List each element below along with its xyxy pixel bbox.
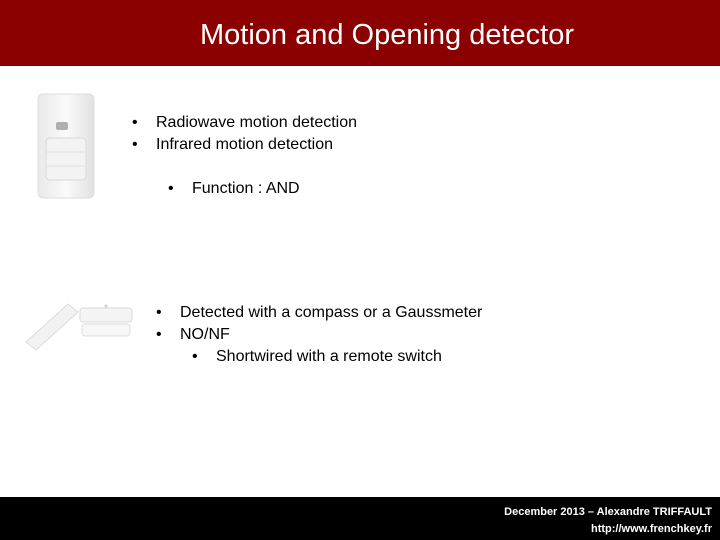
list-item (132, 134, 462, 156)
list-item (168, 178, 388, 200)
bullet-dot: • (132, 136, 138, 153)
bullet-text: Detected with a compass or a Gaussmeter (180, 304, 483, 321)
motion-sub-bullet-list (168, 178, 388, 200)
title-bar (0, 0, 720, 66)
footer-bar (0, 497, 720, 540)
bullet-text: Infrared motion detection (156, 136, 333, 153)
opening-sub-bullet-list (192, 346, 512, 368)
bullet-text: Shortwired with a remote switch (216, 348, 442, 365)
bullet-dot: • (132, 114, 138, 131)
list-item (192, 346, 512, 368)
bullet-dot: • (168, 180, 174, 197)
list-item (132, 112, 462, 134)
footer-url[interactable]: http://www.frenchkey.fr (590, 523, 712, 535)
opening-detector-image (22, 290, 142, 360)
bullet-text: NO/NF (180, 326, 230, 343)
bullet-dot: • (156, 304, 162, 321)
bullet-dot: • (192, 348, 198, 365)
footer-author-date: December 2013 – Alexandre TRIFFAULT (504, 506, 712, 518)
list-item (156, 324, 576, 346)
bullet-text: Radiowave motion detection (156, 114, 358, 131)
motion-detector-image (30, 92, 102, 202)
list-item (156, 302, 576, 324)
slide-title: Motion and Opening detector (200, 19, 575, 51)
bullet-text: Function : AND (192, 180, 300, 197)
bullet-dot: • (156, 326, 162, 343)
motion-bullet-list (132, 112, 462, 156)
opening-bullet-list (156, 302, 576, 346)
